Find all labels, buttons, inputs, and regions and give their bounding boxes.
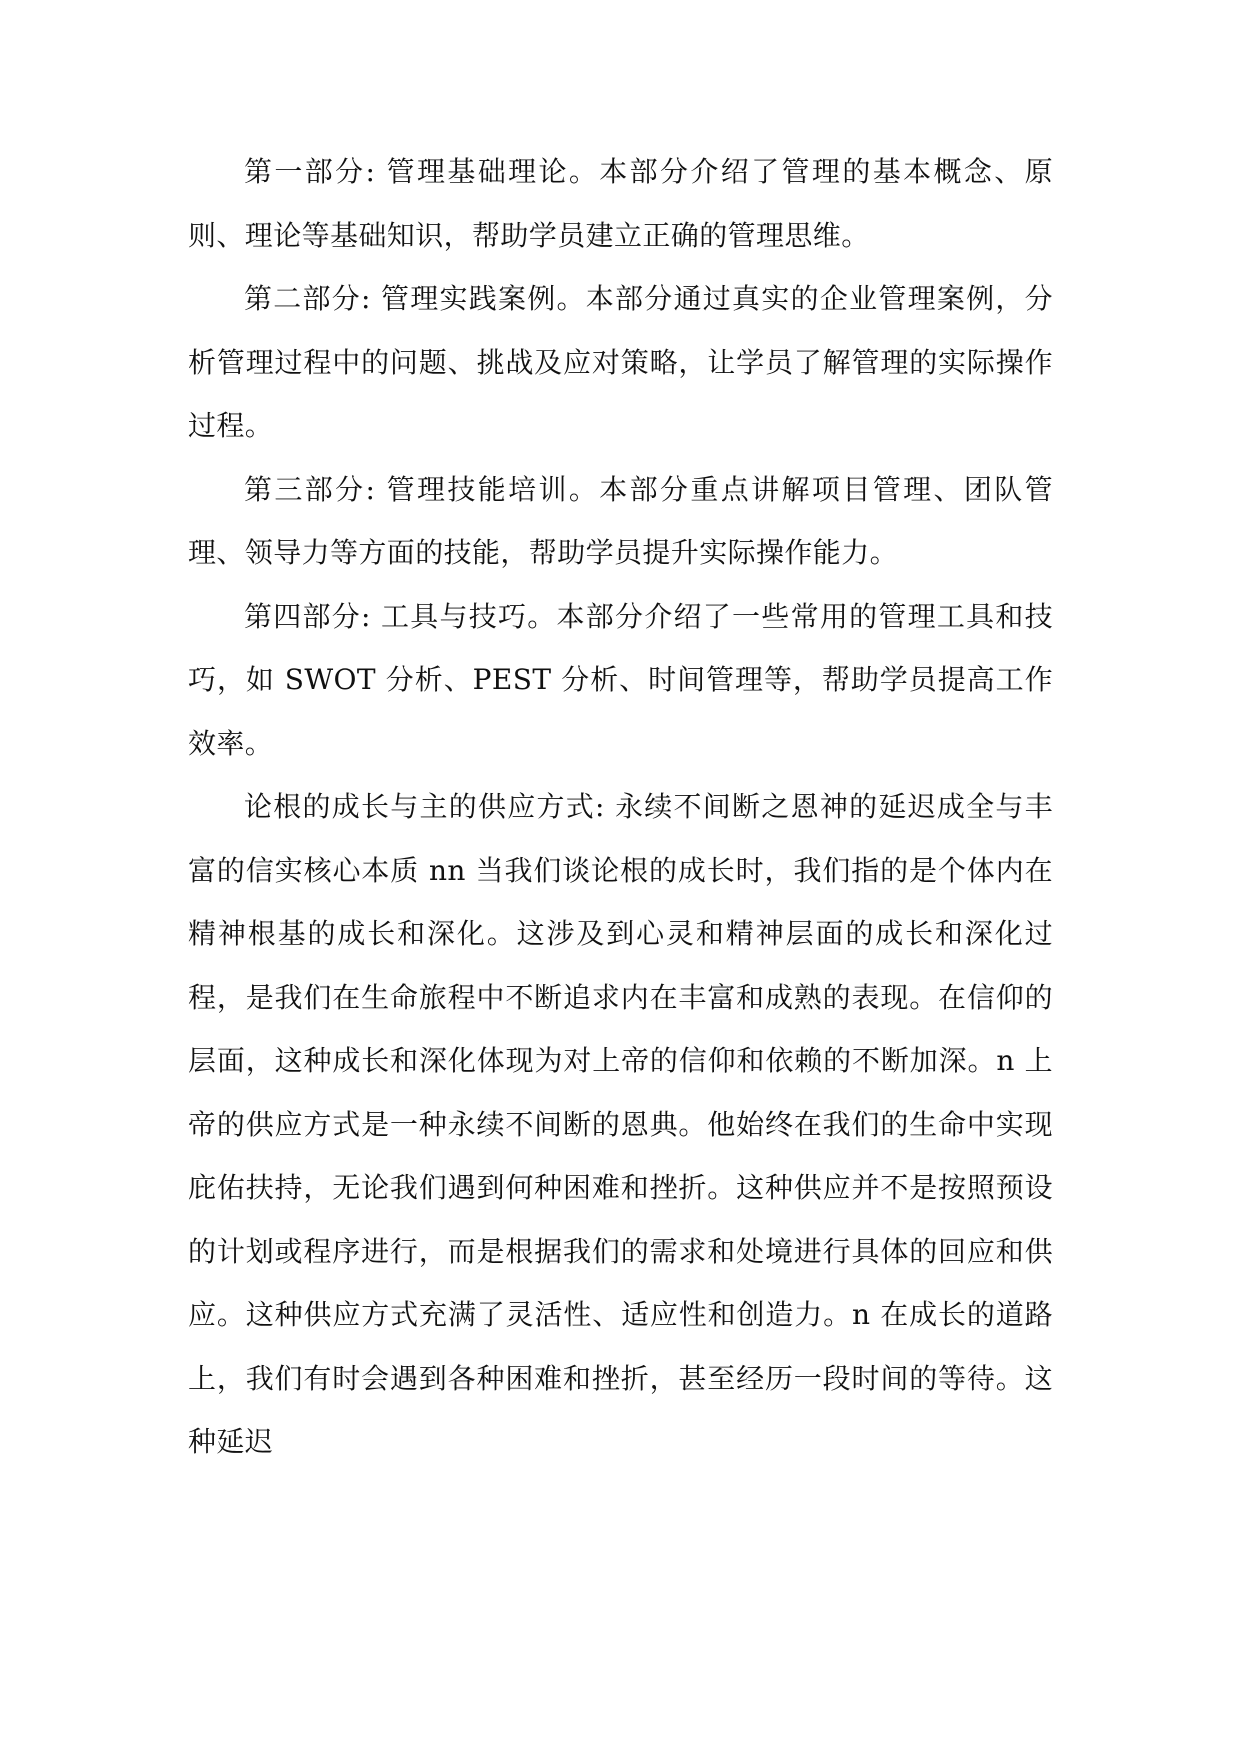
paragraph-part-one: 第一部分: 管理基础理论。本部分介绍了管理的基本概念、原则、理论等基础知识，帮助学员建立正确的管理思维。 xyxy=(188,155,1053,252)
paragraph-part-three: 第三部分: 管理技能培训。本部分重点讲解项目管理、团队管理、领导力等方面的技能，帮助学员提升实际操作能力。 xyxy=(188,472,1053,569)
paragraph-part-two: 第二部分: 管理实践案例。本部分通过真实的企业管理案例，分析管理过程中的问题、挑战及应对策略，让学员了解管理的实际操作过程。 xyxy=(188,282,1053,442)
paragraph-part-four: 第四部分: 工具与技巧。本部分介绍了一些常用的管理工具和技巧，如 SWOT 分析、PEST 分析、时间管理等，帮助学员提高工作效率。 xyxy=(188,599,1053,760)
document-body xyxy=(188,140,1053,1474)
paragraph-root-growth: 论根的成长与主的供应方式: 永续不间断之恩神的延迟成全与丰富的信实核心本质 nn 当我们谈论根的成长时，我们指的是个体内在精神根基的成长和深化。这涉及到心灵和精神层面的成长和深化过程，是我们在生命旅程中不断追求内在丰富和成熟的表现。在信仰的层面，这种成长和深化体现为对上帝的信仰和依赖的不断加深。n 上帝的供应方式是一种永续不间断的恩典。他始终在我们的生命中实现庇佑扶持，无论我们遇到何种困难和挫折。这种供应并不是按照预设的计划或程序进行，而是根据我们的需求和处境进行具体的回应和供应。这种供应方式充满了灵活性、适应性和创造力。n 在成长的道路上，我们有时会遇到各种困难和挫折，甚至经历一段时间的等待。这种延迟 xyxy=(188,790,1053,1458)
